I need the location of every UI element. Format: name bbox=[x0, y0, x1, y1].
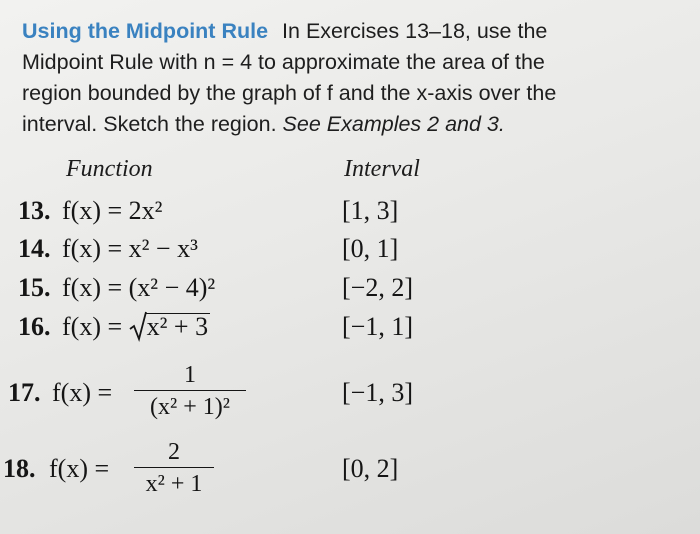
fraction bbox=[134, 360, 246, 423]
function-lhs: f(x) = bbox=[62, 312, 123, 341]
function-lhs: f(x) = bbox=[49, 454, 110, 483]
section-heading: Using the Midpoint Rule bbox=[22, 19, 269, 43]
instructions-line-1 bbox=[22, 16, 682, 47]
fraction bbox=[134, 437, 214, 500]
square-root bbox=[129, 312, 210, 342]
instructions-line-4 bbox=[22, 109, 682, 140]
exercise-function: f(x) = x² − x³ bbox=[62, 234, 198, 263]
instructions-line-2: Midpoint Rule with n = 4 to approximate the area of the bbox=[22, 50, 545, 74]
exercise-number: 14. bbox=[18, 234, 51, 263]
exercise-function: f(x) = 2x² bbox=[62, 196, 163, 225]
exercise-instructions bbox=[22, 16, 682, 140]
instructions-line-3: region bounded by the graph of f and the x-axis over the bbox=[22, 81, 557, 105]
exercise-number: 17. bbox=[8, 378, 41, 407]
fraction-denominator: (x² + 1)² bbox=[150, 394, 230, 420]
instructions-text-1: In Exercises 13–18, use the bbox=[282, 19, 548, 43]
exercise-number: 15. bbox=[18, 273, 51, 302]
function-lhs: f(x) = bbox=[52, 378, 113, 407]
see-examples-reference: See Examples 2 and 3. bbox=[282, 112, 505, 136]
exercise-interval: [0, 1] bbox=[342, 234, 399, 263]
interval-column-header: Interval bbox=[344, 156, 420, 182]
radicand: x² + 3 bbox=[146, 312, 209, 341]
exercise-interval: [−1, 1] bbox=[342, 312, 413, 341]
radical-sign-icon bbox=[129, 310, 147, 342]
exercise-interval: [−2, 2] bbox=[342, 273, 413, 302]
exercise-function bbox=[62, 312, 210, 342]
exercise-number: 16. bbox=[18, 312, 51, 341]
exercise-interval: [−1, 3] bbox=[342, 378, 413, 407]
instructions-text-4: interval. Sketch the region. bbox=[22, 112, 277, 136]
exercise-interval: [0, 2] bbox=[342, 454, 399, 483]
exercise-number: 18. bbox=[3, 454, 36, 483]
fraction-numerator: 2 bbox=[168, 439, 180, 465]
fraction-numerator: 1 bbox=[184, 362, 196, 388]
fraction-denominator: x² + 1 bbox=[145, 471, 203, 497]
exercise-number: 13. bbox=[18, 196, 51, 225]
exercise-interval: [1, 3] bbox=[342, 196, 399, 225]
function-column-header: Function bbox=[66, 156, 153, 182]
exercise-function: f(x) = (x² − 4)² bbox=[62, 273, 216, 302]
